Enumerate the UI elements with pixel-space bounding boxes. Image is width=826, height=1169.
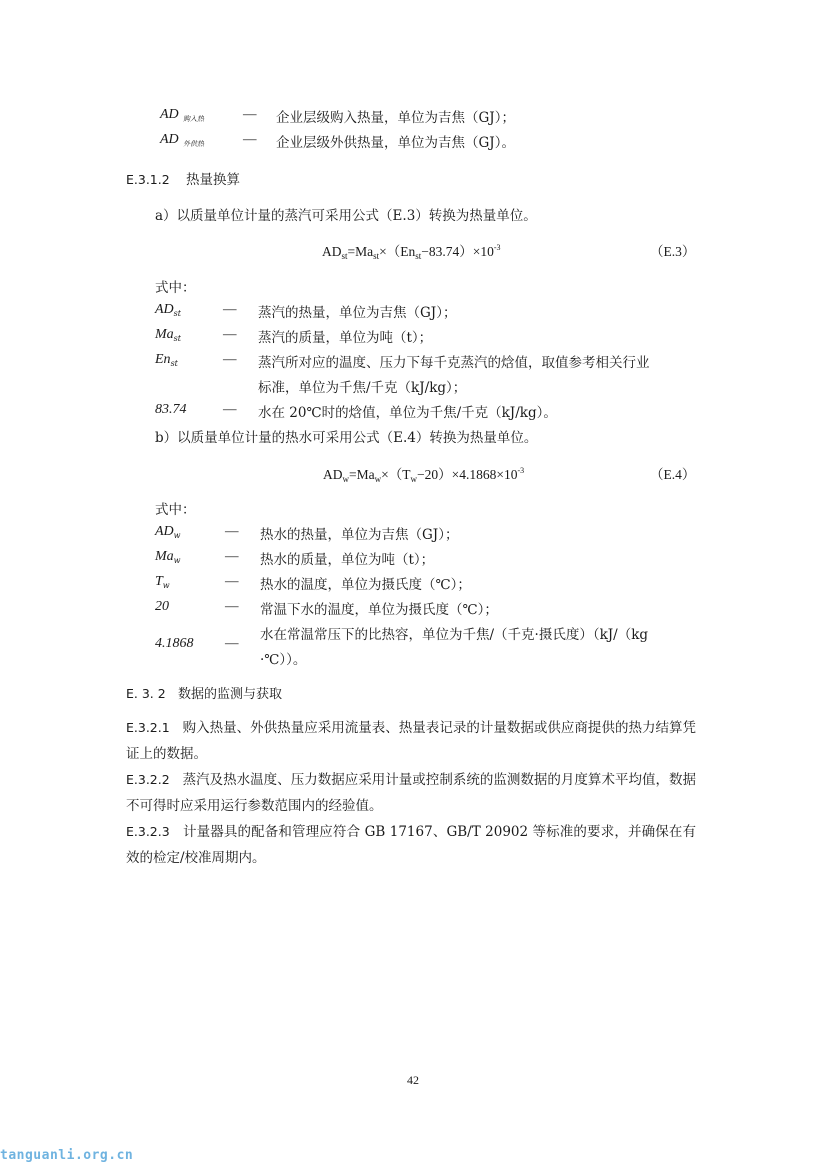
equation-number-e3: （E.3） (650, 244, 696, 259)
def-description: 常温下水的温度，单位为摄氏度（℃）； (260, 602, 498, 618)
def-dash: — (223, 301, 237, 316)
section-title: 数据的监测与获取 (178, 687, 283, 702)
section-number: E.3.1.2 (126, 172, 170, 187)
def-dash: — (225, 635, 239, 650)
page-number: 42 (407, 1073, 419, 1087)
def-dash: — (223, 351, 237, 366)
def-dash: — (243, 131, 257, 146)
def-description: 蒸汽的质量，单位为吨（t）； (258, 330, 433, 346)
where-label: 式中： (155, 502, 196, 518)
def-description: 水在常温常压下的比热容，单位为千焦/（千克·摄氏度）（kJ/（kg (260, 627, 649, 643)
def-row: $AD_{st}$ (155, 302, 181, 318)
def-symbol: AD (160, 107, 179, 122)
def-row: 4.1868 (155, 636, 194, 651)
paragraph-e3223: E.3.2.3 计量器具的配备和管理应符合 GB 17167、GB/T 20902 等标准的要求，并确保在有效的检定/校准周期内。 (126, 824, 696, 866)
def-symbol: AD (160, 132, 179, 147)
formula-e4: $AD_w=Ma_w\times(T_w-20)\times 4.1868\times 10^{-3}$ (323, 466, 525, 484)
def-description: 蒸汽所对应的温度、压力下每千克蒸汽的焓值，取值参考相关行业 (258, 355, 650, 371)
def-row: $Ma_w$ (155, 549, 181, 565)
def-description: 企业层级外供热量，单位为吉焦（GJ）。 (276, 135, 515, 151)
def-dash: — (223, 401, 237, 416)
def-description: 热水的热量，单位为吉焦（GJ）； (260, 527, 459, 543)
paragraph-e3221: E.3.2.1 购入热量、外供热量应采用流量表、热量表记录的计量数据或供应商提供的热力结算凭证上的数据。 (126, 720, 697, 762)
def-description-cont: ·℃））。 (260, 652, 307, 668)
where-label: 式中： (155, 280, 196, 296)
def-description: 热水的质量，单位为吨（t）； (260, 552, 435, 568)
def-row: 83.74 (155, 402, 187, 417)
def-row: 20 (155, 599, 169, 614)
def-dash: — (225, 548, 239, 563)
def-dash: — (243, 106, 257, 121)
def-description: 热水的温度，单位为摄氏度（℃）； (260, 577, 471, 593)
def-dash: — (223, 326, 237, 341)
def-description: 企业层级购入热量，单位为吉焦（GJ）； (276, 110, 515, 126)
equation-number-e4: （E.4） (650, 467, 696, 482)
formula-e3: $AD_{st}=Ma_{st}\times(En_{st}-83.74)\times 10^{-3}$ (322, 243, 501, 261)
def-description-cont: 标准，单位为千焦/千克（kJ/kg）； (258, 380, 467, 396)
item-b-text: b）以质量单位计量的热水可采用公式（E.4）转换为热量单位。 (155, 430, 538, 446)
def-dash: — (225, 573, 239, 588)
def-row: $T_w$ (155, 574, 170, 590)
section-title: 热量换算 (185, 172, 240, 188)
def-row: $AD_w$ (155, 524, 181, 540)
def-description: 蒸汽的热量，单位为吉焦（GJ）； (258, 305, 457, 321)
def-subscript: 外供热 (182, 140, 204, 148)
def-subscript: 购入热 (182, 115, 204, 123)
def-row: $En_{st}$ (155, 352, 178, 368)
def-description: 水在 20℃时的焓值，单位为千焦/千克（kJ/kg）。 (258, 405, 557, 421)
item-a-text: a）以质量单位计量的蒸汽可采用公式（E.3）转换为热量单位。 (155, 208, 537, 224)
def-dash: — (225, 523, 239, 538)
def-dash: — (225, 598, 239, 613)
section-heading-e312 (126, 168, 240, 188)
section-heading-e32 (126, 683, 282, 702)
watermark: tanguanli.org.cn (0, 1148, 134, 1163)
section-number: E. 3. 2 (126, 686, 166, 701)
paragraph-e3222: E.3.2.2 蒸汽及热水温度、压力数据应采用计量或控制系统的监测数据的月度算术平均值，数据不可得时应采用运行参数范围内的经验值。 (126, 772, 697, 814)
def-row: $Ma_{st}$ (155, 327, 181, 343)
def-row-purchased-heat (160, 106, 204, 124)
def-row-supplied-heat (160, 131, 204, 149)
